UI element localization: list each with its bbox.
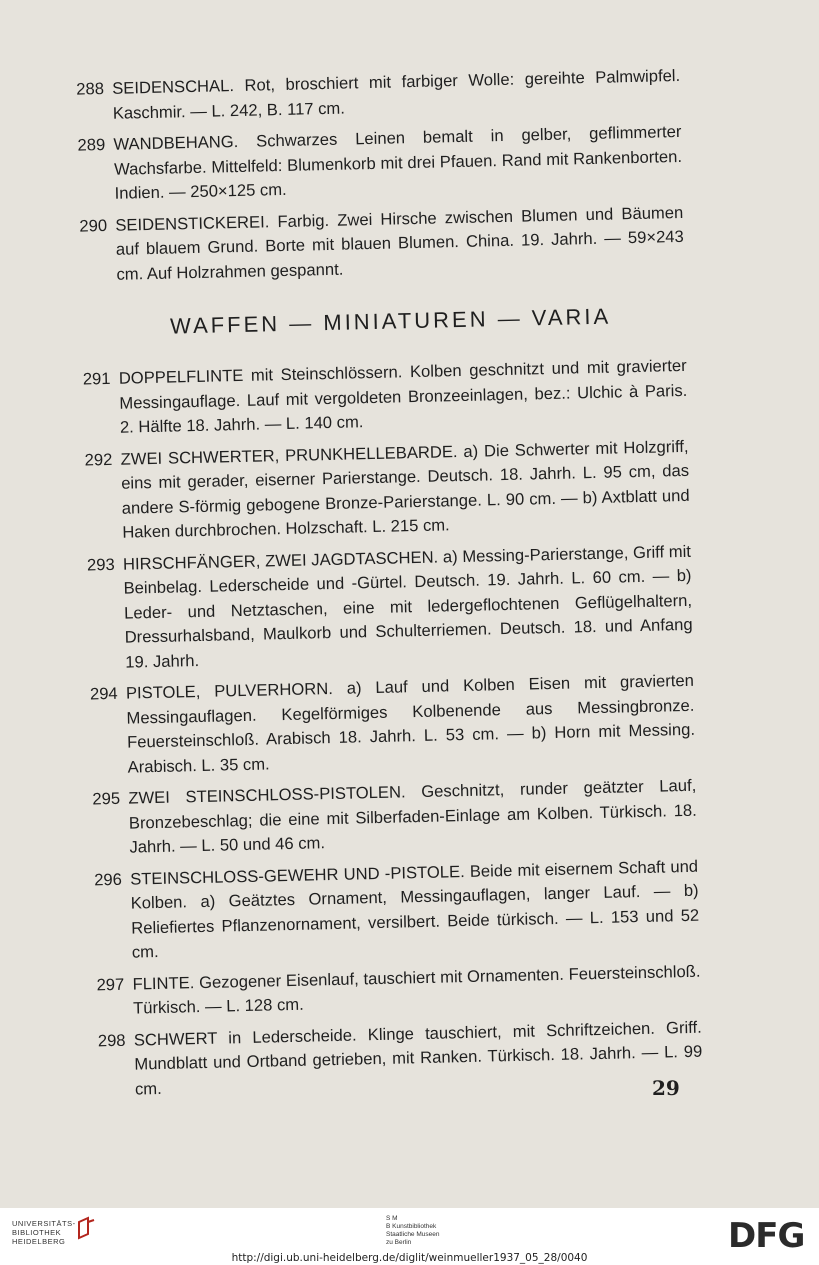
lot-number: 295: [92, 788, 121, 809]
lot-number: 293: [86, 554, 115, 575]
lot-number: 289: [77, 134, 106, 155]
section-heading: WAFFEN — MINIATUREN — VARIA: [169, 303, 612, 339]
catalog-text: [60, 64, 703, 1110]
catalog-entry: [67, 354, 689, 442]
lot-number: 298: [97, 1030, 126, 1050]
library-line: UNIVERSITÄTS-: [12, 1219, 76, 1228]
lot-number: 294: [89, 683, 118, 704]
museum-credit: [386, 1215, 439, 1247]
permalink-url[interactable]: http://digi.ub.uni-heidelberg.de/diglit/weinmueller1937_05_28/0040: [231, 1252, 588, 1264]
dfg-logo[interactable]: DFG: [728, 1216, 805, 1256]
museum-line: zu Berlin: [386, 1239, 412, 1246]
lot-description: STEINSCHLOSS-GEWEHR UND -PISTOLE. Beide mit eisernem Schaft und Kolben. a) Geätztes Ornament, Messingauflagen, langer Lauf. — b) Reliefiertes Pflanzenornament, versilbert. Beide türkisch. — L. 153 und 52 cm.: [129, 856, 700, 962]
library-logo-text[interactable]: [12, 1219, 76, 1246]
lot-description: FLINTE. Gezogener Eisenlauf, tauschiert mit Ornamenten. Feuersteinschloß. Türkisch. — L. 128 cm.: [132, 961, 701, 1018]
museum-line: Staatliche Museen: [386, 1231, 440, 1238]
lot-number: 296: [93, 869, 123, 889]
museum-line: S M: [386, 1215, 398, 1222]
page-number: 29: [652, 1076, 680, 1100]
lot-number: 297: [96, 974, 125, 994]
catalog-entry: [78, 854, 700, 966]
lot-number: 288: [76, 79, 105, 99]
viewer-footer: [0, 1208, 819, 1265]
library-logo-icon[interactable]: [76, 1216, 96, 1240]
catalog-entry: [82, 1015, 704, 1103]
lot-description: DOPPELFLINTE mit Steinschlössern. Kolben geschnitzt und mit gravierter Messingauflage. Lauf mit vergoldeten Bronzeeinlagen, bez.: Ulchic à Paris. 2. Hälfte 18. Jahrh. — L. 140 cm.: [118, 355, 688, 437]
catalog-entry: [61, 120, 683, 208]
lot-description: ZWEI STEINSCHLOSS-PISTOLEN. Geschnitzt, runder geätzter Lauf, Bronzebeschlag; die eine mit Silberfaden-Einlage am Kolben. Türkisch. 18. Jahrh. — L. 50 und 46 cm.: [128, 775, 697, 857]
lot-description: WANDBEHANG. Schwarzes Leinen bemalt in gelber, geflimmerter Wachsfarbe. Mittelfeld: Blumenkorb mit drei Pfauen. Rand mit Rankenborten. Indien. — 250×125 cm.: [113, 121, 683, 203]
catalog-entry: [74, 669, 696, 781]
library-line: HEIDELBERG: [12, 1237, 66, 1246]
museum-line: B Kunstbibliothek: [386, 1223, 437, 1230]
lot-number: 290: [79, 215, 108, 236]
library-line: BIBLIOTHEK: [12, 1228, 62, 1237]
lot-description: SEIDENSTICKEREI. Farbig. Zwei Hirsche zwischen Blumen und Bäumen auf blauem Grund. Borte mit blauen Blumen. China. 19. Jahrh. — 59×243 cm. Auf Holzrahmen gespannt.: [115, 202, 684, 284]
catalog-entry: [76, 774, 698, 862]
lot-description: HIRSCHFÄNGER, ZWEI JAGDTASCHEN. a) Messing-Parierstange, Griff mit Beinbelag. Lederscheide und -Gürtel. Deutsch. 19. Jahrh. L. 60 cm. — b) Leder- und Netztaschen, eine mit ledergeflochtenen Geflügelhaltern, Dressurhalsband, Maulkorb und Schulterriemen. Deutsch. 18. und Anfang 19. Jahrh.: [122, 541, 693, 672]
catalog-entry: [60, 64, 681, 127]
catalog-entry: [63, 200, 685, 288]
lot-number: 292: [84, 449, 113, 470]
lot-number: 291: [82, 368, 111, 389]
lot-description: SCHWERT in Lederscheide. Klinge tauschiert, mit Schriftzeichen. Griff. Mundblatt und Ortband getrieben, mit Ranken. Türkisch. 18. Jahrh. — L. 99 cm.: [133, 1017, 703, 1099]
catalog-entry: [68, 434, 690, 546]
lot-description: PISTOLE, PULVERHORN. a) Lauf und Kolben Eisen mit gravierten Messingauflagen. Kegelförmiges Kolbenende aus Messingbronze. Feuersteinschloß. Arabisch 18. Jahrh. L. 53 cm. — b) Horn mit Messing. Arabisch. L. 35 cm.: [125, 670, 696, 777]
catalog-entry: [80, 959, 701, 1022]
catalog-entry: [71, 539, 694, 676]
lot-description: ZWEI SCHWERTER, PRUNKHELLEBARDE. a) Die Schwerter mit Holzgriff, eins mit gerader, eiserner Parierstange. Deutsch. 18. Jahrh. L. 95 cm, das andere S-förmig gebogene Bronze-Parierstange. L. 90 cm. — b) Axtblatt und Haken durchbrochen. Holzschaft. L. 215 cm.: [120, 436, 690, 542]
lot-description: SEIDENSCHAL. Rot, broschiert mit farbiger Wolle: gereihte Palmwipfel. Kaschmir. — L. 242, B. 117 cm.: [112, 65, 681, 123]
